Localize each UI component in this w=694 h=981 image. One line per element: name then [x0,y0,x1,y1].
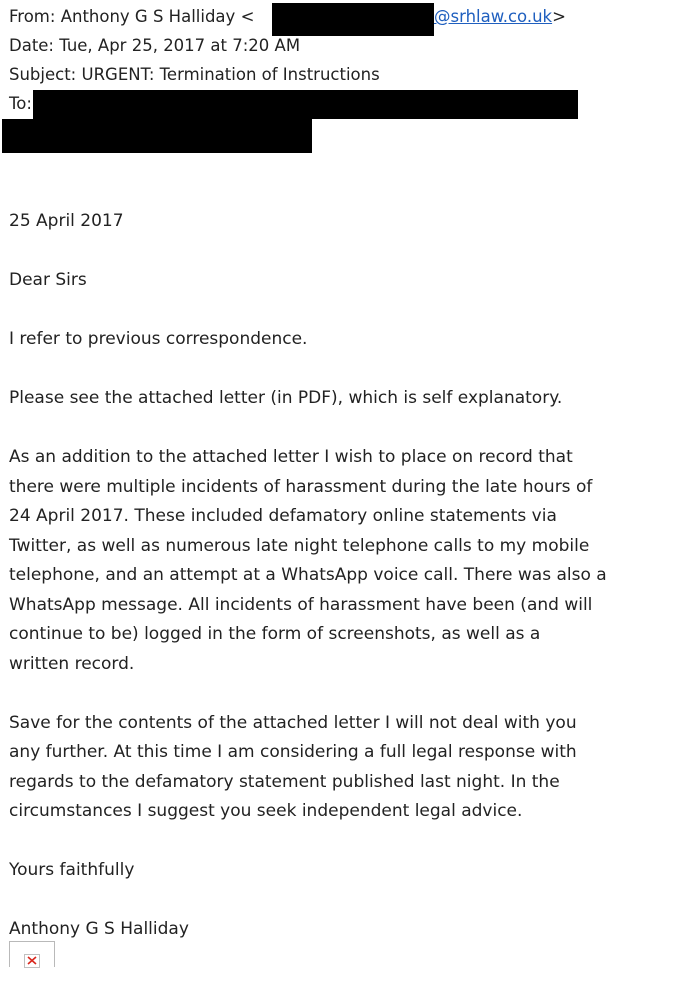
broken-image-placeholder[interactable] [9,941,55,967]
paragraph-attached: Please see the attached letter (in PDF), which is self explanatory. [9,388,563,408]
paragraph-legal-line: circumstances I suggest you seek independent legal advice. [9,801,523,821]
from-label: From: [9,7,56,26]
email-open-bracket: < [240,7,255,26]
paragraph-harassment-line: WhatsApp message. All incidents of harassment have been (and will [9,594,593,615]
signature-name: Anthony G S Halliday [9,919,189,939]
date-line: Date: Tue, Apr 25, 2017 at 7:20 AM [9,36,301,55]
paragraph-harassment-line: continue to be) logged in the form of screenshots, as well as a [9,624,541,644]
email-close-bracket: > [552,7,566,26]
paragraph-legal-line: Save for the contents of the attached letter I will not deal with you [9,712,577,733]
paragraph-harassment-line: written record. [9,653,135,674]
sender-domain-link[interactable]: @srhlaw.co.uk [434,7,553,26]
redacted-recipients-line2 [2,119,312,153]
subject-line: Subject: URGENT: Termination of Instructions [9,65,380,84]
broken-image-icon [24,954,40,968]
sender-domain[interactable] [434,6,566,28]
closing: Yours faithfully [9,860,135,880]
salutation: Dear Sirs [9,270,87,290]
paragraph-harassment-line: telephone, and an attempt at a WhatsApp voice call. There was also a [9,565,607,585]
letter-body [9,207,669,945]
letter-date: 25 April 2017 [9,211,124,231]
sender-name: Anthony G S Halliday [60,7,236,26]
paragraph-harassment-line: 24 April 2017. These included defamatory online statements via [9,506,557,526]
paragraph-harassment-line: As an addition to the attached letter I wish to place on record that [9,447,573,467]
paragraph-refer: I refer to previous correspondence. [9,329,308,349]
paragraph-harassment-line: Twitter, as well as numerous late night telephone calls to my mobile [9,535,590,556]
to-label: To: [9,94,32,113]
paragraph-legal-line: any further. At this time I am considering a full legal response with [9,742,577,762]
paragraph-harassment-line: there were multiple incidents of harassment during the late hours of [9,476,593,497]
paragraph-legal-line: regards to the defamatory statement published last night. In the [9,771,560,792]
redacted-recipients-line1 [33,90,578,119]
from-line [9,6,254,28]
redacted-sender-address [272,3,434,36]
